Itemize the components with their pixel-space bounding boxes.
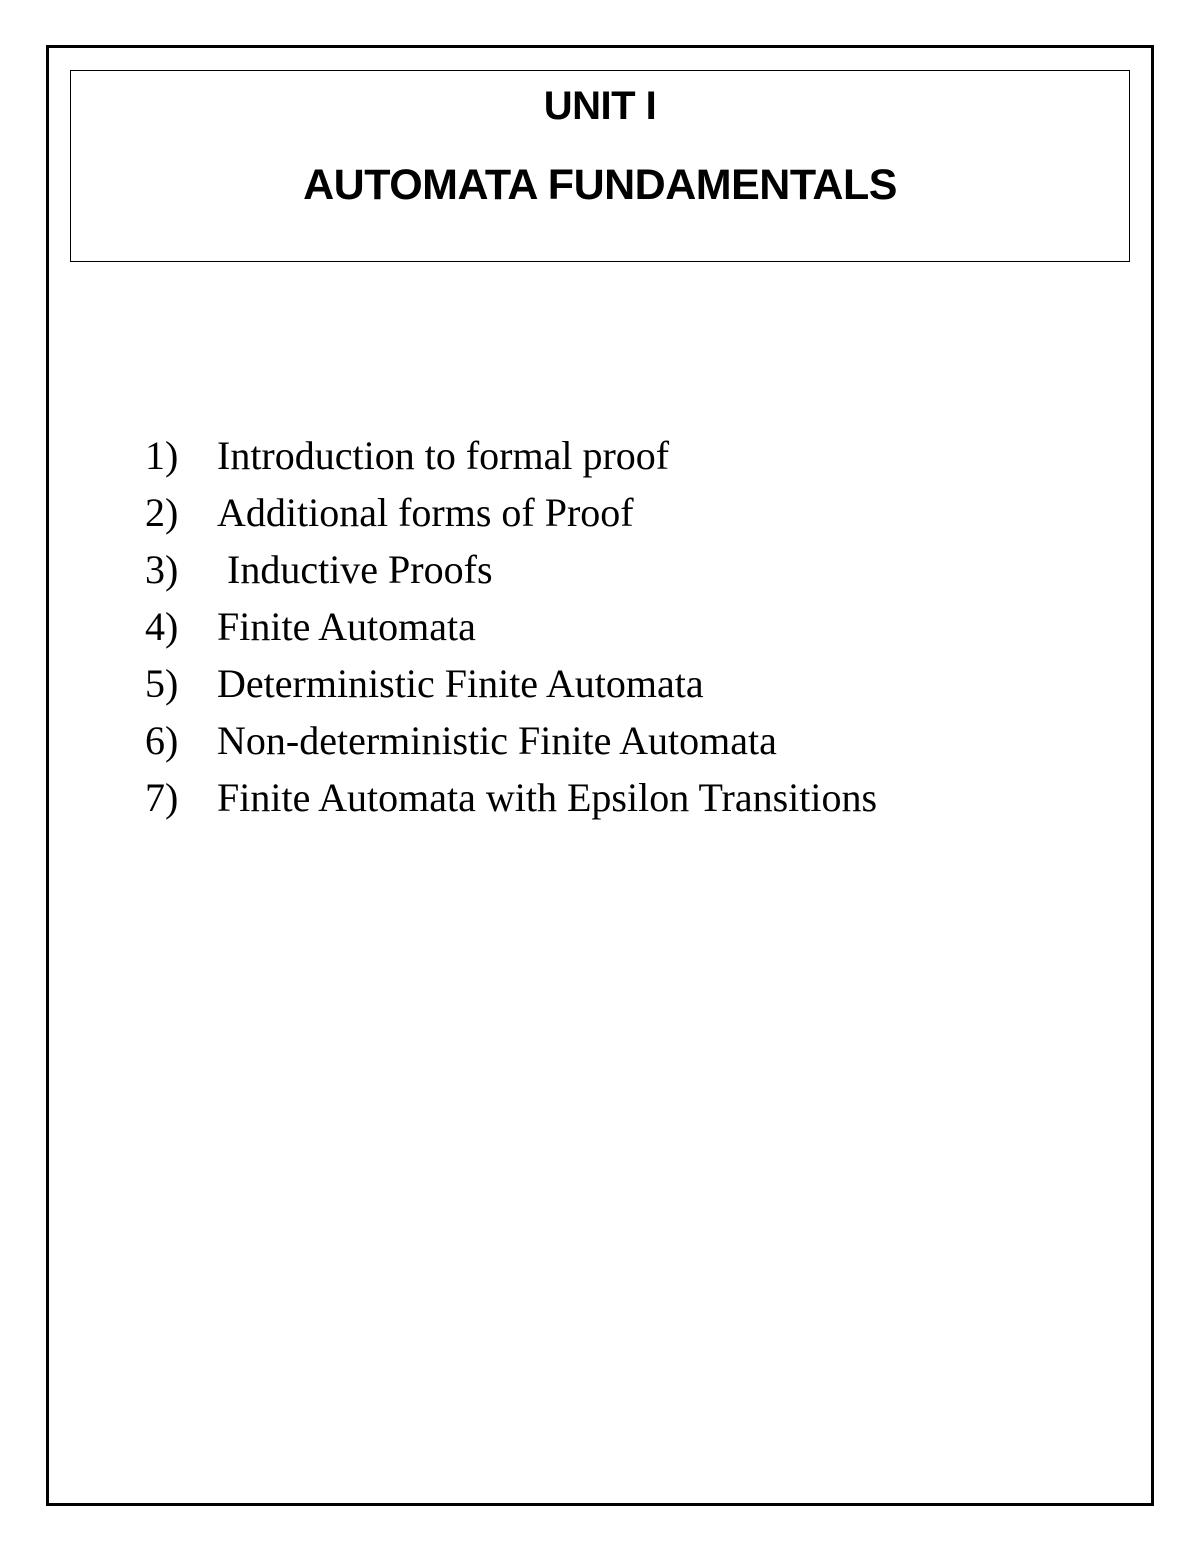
list-item — [105, 484, 877, 592]
list-item-number: 4) — [145, 604, 179, 649]
list-item-text: Non-deterministic Finite Automata — [217, 718, 777, 763]
list-item — [105, 541, 877, 649]
list-item-text: Introduction to formal proof — [217, 433, 670, 478]
list-item-number: 2) — [145, 490, 179, 535]
list-item-text: Inductive Proofs — [217, 547, 493, 592]
title-box — [70, 70, 1130, 262]
list-item — [105, 655, 877, 763]
topic-list — [105, 370, 878, 820]
list-item-text: Finite Automata with Epsilon Transitions — [217, 775, 878, 820]
list-item — [105, 427, 877, 535]
unit-label: UNIT I — [543, 84, 657, 128]
list-item — [105, 712, 878, 820]
list-item-text: Deterministic Finite Automata — [217, 661, 704, 706]
list-item-text: Additional forms of Proof — [217, 490, 634, 535]
list-item-number: 6) — [145, 718, 179, 763]
list-item-number: 3) — [145, 547, 179, 592]
list-item-text: Finite Automata — [217, 604, 476, 649]
list-item — [105, 370, 877, 478]
list-item — [105, 598, 877, 706]
unit-title: AUTOMATA FUNDAMENTALS — [303, 161, 897, 209]
list-item-number: 5) — [145, 661, 179, 706]
list-item-number: 7) — [145, 775, 179, 820]
list-item-number: 1) — [145, 433, 179, 478]
